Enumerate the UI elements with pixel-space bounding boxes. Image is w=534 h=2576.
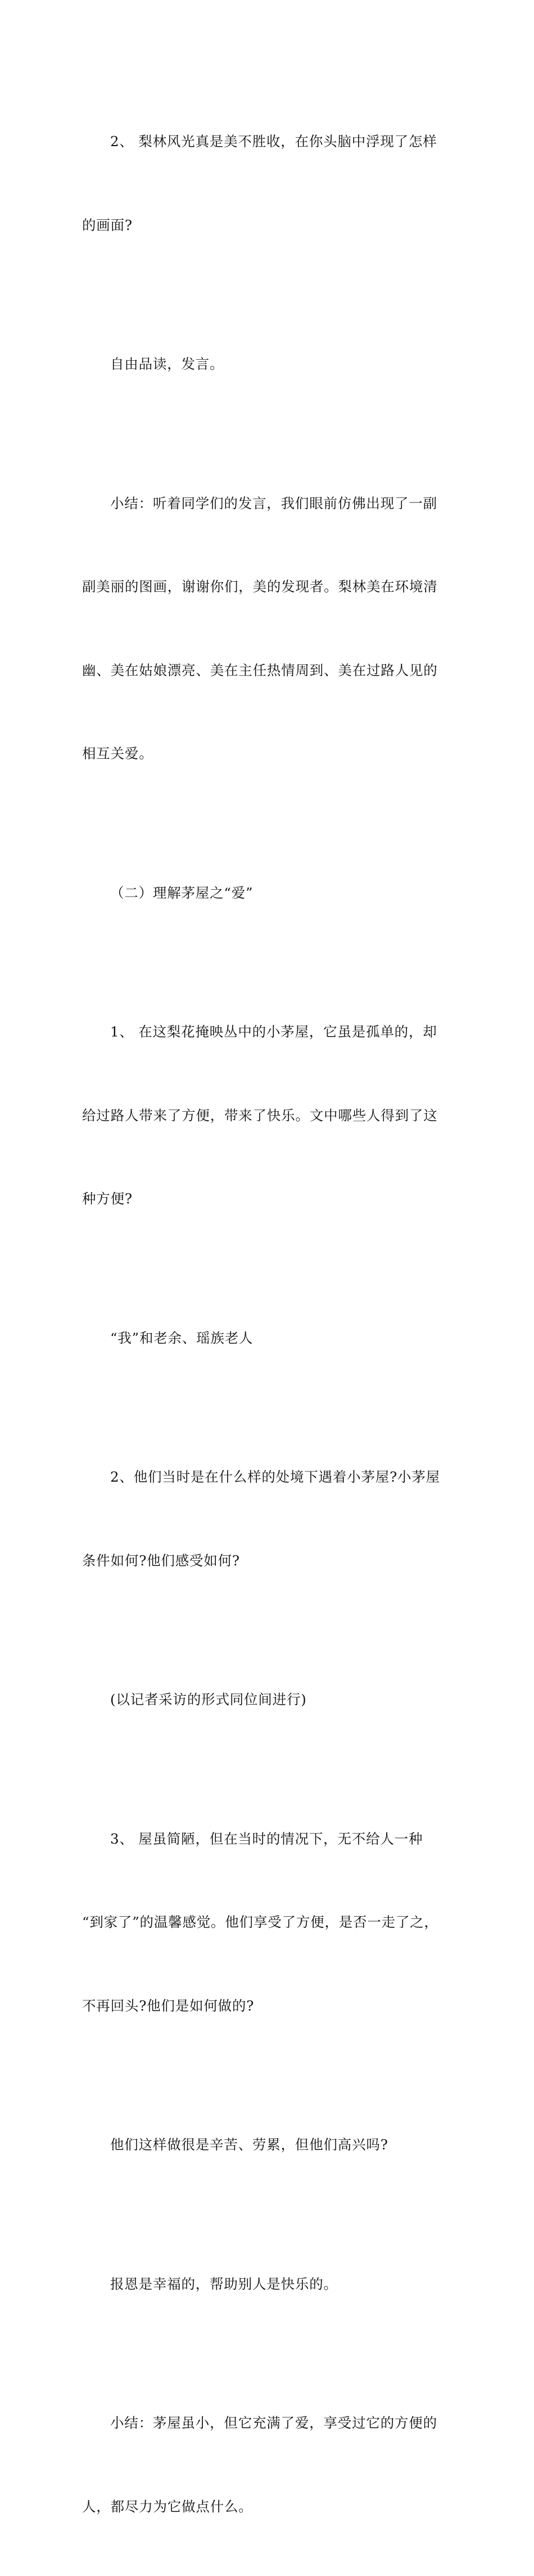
text-line: 报恩是幸福的，帮助别人是快乐的。	[110, 2275, 338, 2292]
paragraph	[82, 1269, 449, 1408]
paragraph	[82, 1769, 449, 2076]
text-line: 2、 梨林风光真是美不胜收，在你头脑中浮现了怎样	[110, 133, 437, 150]
text-line: 的画面?	[82, 216, 133, 233]
text-line: 3、 屋虽简陋，但在当时的情况下，无不给人一种	[110, 1830, 423, 1847]
text-line: 相互关爱。	[82, 745, 153, 762]
section-heading	[82, 823, 449, 963]
text-line: (以记者采访的形式同位间进行)	[110, 1691, 307, 1708]
text-line: “我”和老余、瑶族老人	[110, 1329, 254, 1346]
text-line: 幽、美在姑娘漂亮、美在主任热情周到、美在过路人见的	[82, 662, 438, 678]
text-line: 自由品读，发言。	[110, 356, 224, 372]
paragraph	[82, 2215, 449, 2354]
paragraph	[82, 434, 449, 823]
text-line: 种方便?	[82, 1190, 133, 1207]
text-line: （二）理解茅屋之“爱”	[110, 884, 254, 901]
paragraph	[82, 2075, 449, 2215]
text-line: 人，都尽力为它做点什么。	[82, 2498, 253, 2515]
paragraph	[82, 1407, 449, 1630]
text-line: 副美丽的图画，谢谢你们，美的发现者。梨林美在环境清	[82, 578, 438, 595]
text-line: 不再回头?他们是如何做的?	[82, 1997, 255, 2014]
paragraph	[82, 295, 449, 434]
text-line: 小结：茅屋虽小，但它充满了爱，享受过它的方便的	[110, 2415, 437, 2431]
text-line: 1、 在这梨花掩映丛中的小茅屋，它虽是孤单的，却	[110, 1024, 437, 1040]
text-line: 条件如何?他们感受如何?	[82, 1552, 240, 1569]
text-line: 2、他们当时是在什么样的处境下遇着小茅屋?小茅屋	[110, 1469, 440, 1485]
document-body	[82, 72, 449, 2576]
text-line: “到家了”的温馨感觉。他们享受了方便，是否一走了之，	[82, 1914, 438, 1930]
paragraph	[82, 962, 449, 1269]
paragraph	[82, 72, 449, 295]
paragraph	[82, 2353, 449, 2576]
text-line: 给过路人带来了方便，带来了快乐。文中哪些人得到了这	[82, 1107, 438, 1124]
text-line: 小结：听着同学们的发言，我们眼前仿佛出现了一副	[110, 495, 437, 511]
paragraph	[82, 1630, 449, 1769]
text-line: 他们这样做很是辛苦、劳累，但他们高兴吗?	[110, 2136, 388, 2153]
